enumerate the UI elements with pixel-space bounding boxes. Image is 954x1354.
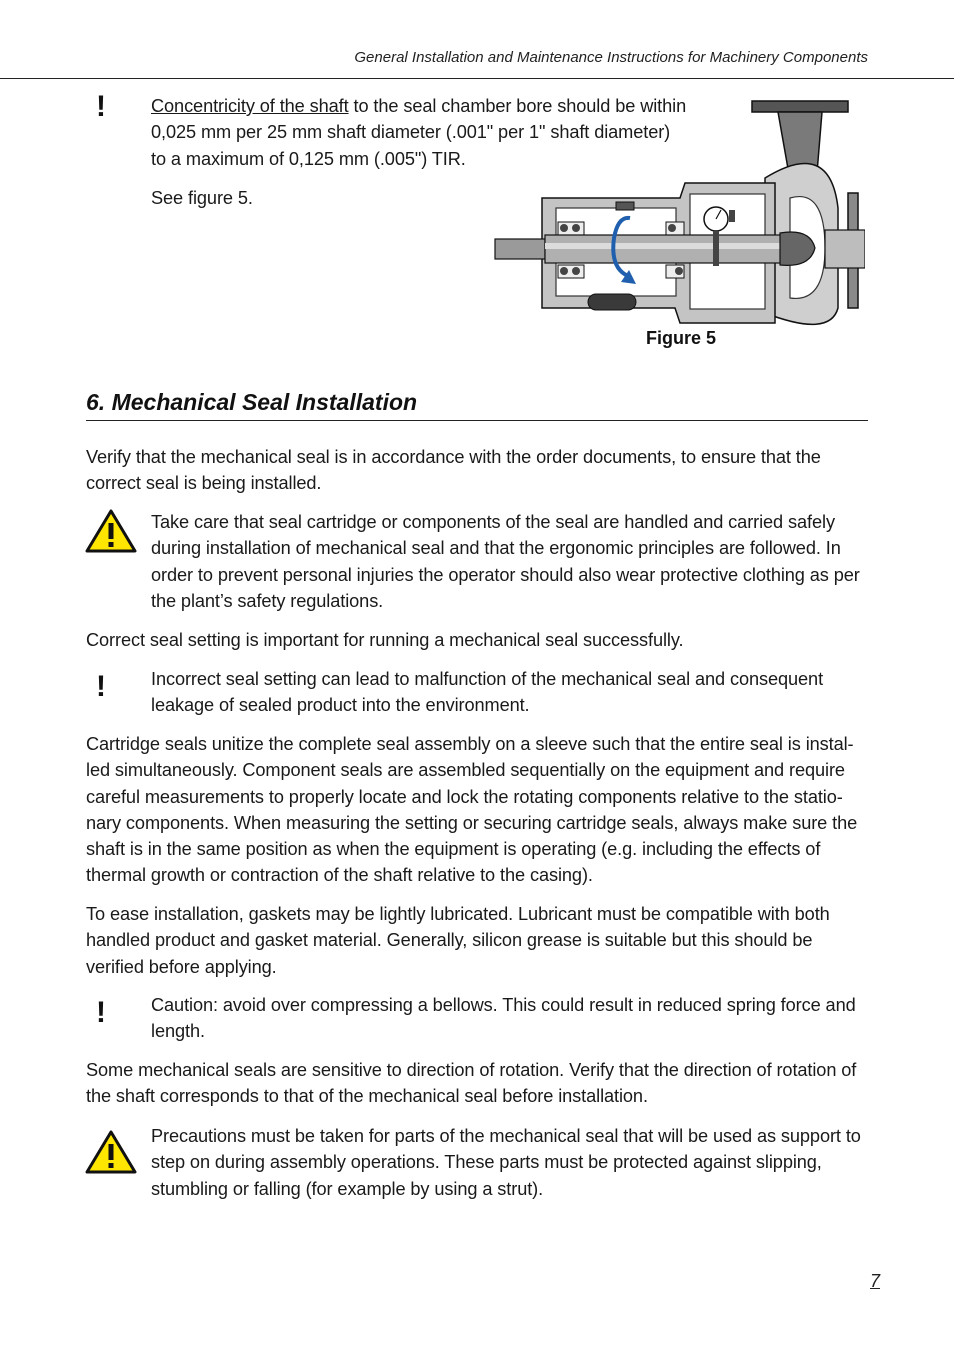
concentricity-line3: to a maximum of 0,125 mm (.005") TIR. bbox=[151, 148, 466, 169]
warning-triangle-icon bbox=[84, 508, 138, 554]
cartridge-paragraph: Cartridge seals unitize the complete seal assembly on a sleeve such that the entire seal is instal-led simultaneously. Component seals are assembled sequentially on the equipment and require careful measurements to properly locate and lock the rotating components relative to the statio-nary components. When measuring the setting or securing cartridge seals, always make sure the shaft is in the same position as when the equipment is operating (e.g. including the effects of thermal growth or contraction of the shaft relative to the casing). bbox=[86, 734, 858, 886]
rotation-paragraph: Some mechanical seals are sensitive to direction of rotation. Verify that the direction of rotation of the shaft corresponds to that of the mechanical seal before installation. bbox=[86, 1060, 857, 1107]
important-note-icon: ! bbox=[96, 90, 106, 123]
concentricity-text-rest: to the seal chamber bore should be within bbox=[348, 96, 687, 116]
care-warning-text: Take care that seal cartridge or components of the seal are handled and carried safely during installation of mechanical seal and that the ergonomic principles are followed. In order to prevent personal injuries the operator should also wear protective clothing as per the plant’s safety regulations. bbox=[151, 512, 860, 611]
concentricity-line2: 0,025 mm per 25 mm shaft diameter (.001" per 1" shaft diameter) bbox=[151, 122, 671, 143]
precautions-warning-text: Precautions must be taken for parts of the mechanical seal that will be used as support to step on during assembly operations. These parts must be protected against slipping, stumbling or falling (for example by using a strut). bbox=[151, 1126, 861, 1199]
verify-paragraph: Verify that the mechanical seal is in accordance with the order documents, to ensure that the correct seal is being installed. bbox=[86, 447, 821, 494]
page-header bbox=[0, 0, 954, 79]
incorrect-setting-note: Incorrect seal setting can lead to malfunction of the mechanical seal and consequent leakage of sealed product into the environment. bbox=[151, 669, 824, 716]
gaskets-paragraph: To ease installation, gaskets may be lightly lubricated. Lubricant must be compatible with both handled product and gasket material. Generally, silicon grease is suitable but this should be verified before applying. bbox=[86, 904, 830, 977]
header-title: General Installation and Maintenance Instructions for Machinery Components bbox=[354, 49, 868, 66]
page-number: 7 bbox=[870, 1271, 881, 1291]
concentricity-link: Concentricity of the shaft bbox=[151, 96, 349, 116]
warning-triangle-icon bbox=[84, 1129, 138, 1175]
setting-paragraph: Correct seal setting is important for running a mechanical seal successfully. bbox=[86, 630, 684, 650]
caution-note: Caution: avoid over compressing a bellows. This could result in reduced spring force and length. bbox=[151, 995, 856, 1042]
figure-label: Figure 5 bbox=[646, 328, 717, 348]
important-note-icon: ! bbox=[96, 996, 106, 1029]
section-title: 6. Mechanical Seal Installation bbox=[86, 389, 418, 415]
pump-shaft-illustration bbox=[490, 98, 865, 348]
section-heading bbox=[86, 387, 868, 421]
important-note-icon: ! bbox=[96, 670, 106, 703]
see-figure-text: See figure 5. bbox=[151, 188, 253, 208]
